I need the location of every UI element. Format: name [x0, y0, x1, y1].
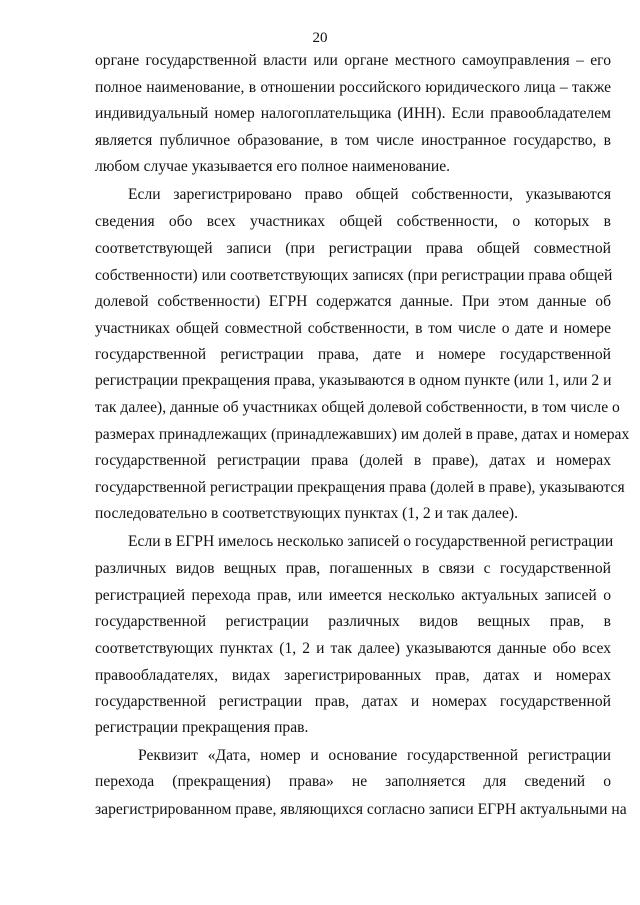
- text-line: любом случае указывается его полное наименование.: [95, 158, 451, 175]
- text-line: перехода (прекращения) права» не заполняется для сведений о: [95, 773, 611, 790]
- text-line: правообладателях, видах зарегистрированных прав, датах и номерах: [95, 667, 611, 684]
- text-line: регистрации прекращения прав.: [95, 719, 309, 736]
- text-line: зарегистрированном праве, являющихся согласно записи ЕГРН актуальными на: [95, 801, 627, 818]
- text-line: государственной регистрации различных видов вещных прав, в: [95, 613, 611, 630]
- text-line: полное наименование, в отношении российского юридического лица – также: [95, 79, 611, 96]
- page-number: 20: [312, 30, 328, 46]
- text-line: так далее), данные об участниках общей долевой собственности, в том числе о: [95, 399, 620, 416]
- text-line: соответствующих пунктах (1, 2 и так далее) указываются данные обо всех: [95, 640, 611, 657]
- text-line: сведения обо всех участниках общей собственности, о которых в: [95, 213, 611, 230]
- text-line: долевой собственности) ЕГРН содержатся данные. При этом данные об: [95, 293, 611, 310]
- text-line: соответствующей записи (при регистрации права общей совместной: [95, 240, 611, 257]
- text-line: государственной регистрации прав, датах и номерах государственной: [95, 693, 611, 710]
- text-line: является публичное образование, в том числе иностранное государство, в: [95, 132, 611, 149]
- text-line: размерах принадлежащих (принадлежавших) им долей в праве, датах и номерах: [95, 426, 630, 443]
- text-line: государственной регистрации права, дате и номере государственной: [95, 346, 611, 363]
- text-line: регистрации прекращения права, указываются в одном пункте (или 1, или 2 и: [95, 372, 612, 389]
- text-line: собственности) или соответствующих записях (при регистрации права общей: [95, 267, 613, 284]
- text-line: Реквизит «Дата, номер и основание государственной регистрации: [138, 747, 611, 764]
- text-line: государственной регистрации прекращения права (долей в праве), указываются: [95, 479, 625, 496]
- text-line: регистрацией перехода прав, или имеется несколько актуальных записей о: [95, 587, 611, 604]
- text-line: последовательно в соответствующих пунктах (1, 2 и так далее).: [95, 505, 518, 522]
- text-line: Если зарегистрировано право общей собственности, указываются: [128, 186, 611, 203]
- text-line: индивидуальный номер налогоплательщика (ИНН). Если правообладателем: [95, 105, 611, 122]
- text-line: органе государственной власти или органе местного самоуправления – его: [95, 52, 611, 69]
- text-line: различных видов вещных прав, погашенных в связи с государственной: [95, 560, 611, 577]
- text-line: государственной регистрации права (долей в праве), датах и номерах: [95, 452, 611, 469]
- text-line: Если в ЕГРН имелось несколько записей о государственной регистрации: [128, 533, 614, 550]
- text-line: участниках общей совместной собственности, в том числе о дате и номере: [95, 320, 611, 337]
